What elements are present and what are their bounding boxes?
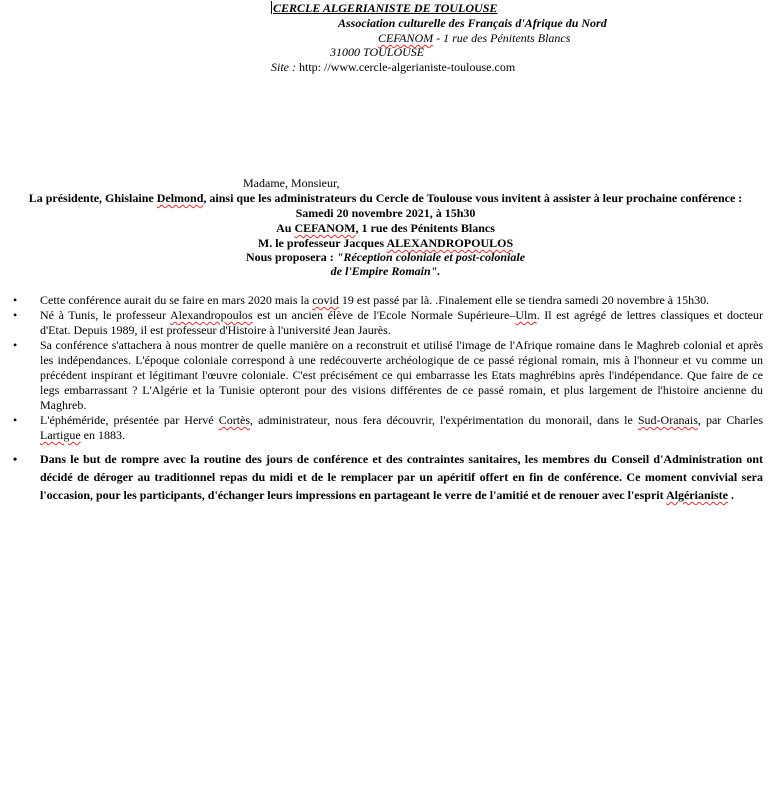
text-cursor (271, 1, 272, 14)
conference-date: Samedi 20 novembre 2021, à 15h30 (295, 206, 476, 220)
talk-title-2: de l'Empire Romain". (330, 264, 441, 278)
bullet-icon: • (13, 413, 18, 427)
invitation-line: La présidente, Ghislaine Delmond, ainsi que les administrateurs du Cercle de Toulouse vous invitent à assister à leur prochaine conférence : (28, 191, 743, 205)
address-prefix: CEFANOM (378, 31, 434, 45)
bullet-icon: • (13, 338, 18, 352)
president-name: Delmond (156, 191, 204, 205)
list-item: • Sa conférence s'attachera à nous montrer de quelle manière on a reconstruit et utilisé l'image de l'Afrique romaine dans le Maghreb colonial et après les indépendances. L'époque coloniale correspond à une redécouverte archéologique de ce passé régional romain, mis à l'honneur et vu comme un précédent inspirant et légitimant l'œuvre coloniale. C'est précisément ce qui embarrasse les Etats maghrébins après l'indépendance. Que faire de ce legs embarrassant ? L'Algérie et la Tunisie opteront pour des visions différentes de ce passé romain, et plus largement de l'histoire ancienne du Maghreb. (13, 338, 763, 412)
bullet-icon: • (13, 293, 18, 307)
aperitif-notice (13, 450, 763, 504)
bullet-icon: • (13, 308, 18, 322)
conference-venue: Au CEFANOM, 1 rue des Pénitents Blancs (276, 221, 495, 235)
speaker-line: M. le professeur Jacques ALEXANDROPOULOS (257, 236, 514, 250)
bullet-icon: • (13, 452, 18, 466)
info-bullets (13, 293, 763, 443)
address-line (378, 31, 570, 45)
venue-name: CEFANOM (294, 221, 356, 235)
greeting: Madame, Monsieur, (243, 176, 340, 190)
address-rest: - 1 rue des Pénitents Blancs (433, 31, 571, 45)
list-item: • L'éphéméride, présentée par Hervé Cortès, administrateur, nous fera découvrir, l'expérimentation du monorail, dans le Sud-Oranais, par Charles Lartigue en 1883. (13, 413, 763, 442)
site-line (271, 60, 515, 74)
association-line: Association culturelle des Français d'Afrique du Nord (338, 16, 607, 30)
list-item: • Dans le but de rompre avec la routine des jours de conférence et des contraintes sanitaires, les membres du Conseil d'Administration ont décidé de déroger au traditionnel repas du midi et de le remplacer par un apéritif offert en fin de conférence. Ce moment convivial sera l'occasion, pour les participants, d'échanger leurs impressions en partageant le verre de l'amitié et de renouer avec l'esprit Algérianiste . (13, 452, 763, 502)
site-url: http: //www.cercle-algerianiste-toulouse.com (296, 60, 516, 74)
list-item: • Cette conférence aurait du se faire en mars 2020 mais la covid 19 est passé par là. .Finalement elle se tiendra samedi 20 novembre à 15h30. (13, 293, 710, 307)
speaker-name: ALEXANDROPOULOS (386, 236, 514, 250)
site-label: Site : (271, 60, 296, 74)
list-item: • Né à Tunis, le professeur Alexandropoulos est un ancien élève de l'Ecole Normale Supérieure–Ulm. Il est agrégé de lettres classiques et docteur d'Etat. Depuis 1989, il est professeur d'Histoire à l'université Jean Jaurès. (13, 308, 763, 337)
org-name: CERCLE ALGERIANISTE DE TOULOUSE (273, 1, 498, 15)
city-line: 31000 TOULOUSE (330, 45, 425, 59)
proposal-line: Nous proposera : "Réception coloniale et post-coloniale (245, 250, 526, 264)
talk-title-1: "Réception coloniale et post-coloniale (336, 250, 526, 264)
